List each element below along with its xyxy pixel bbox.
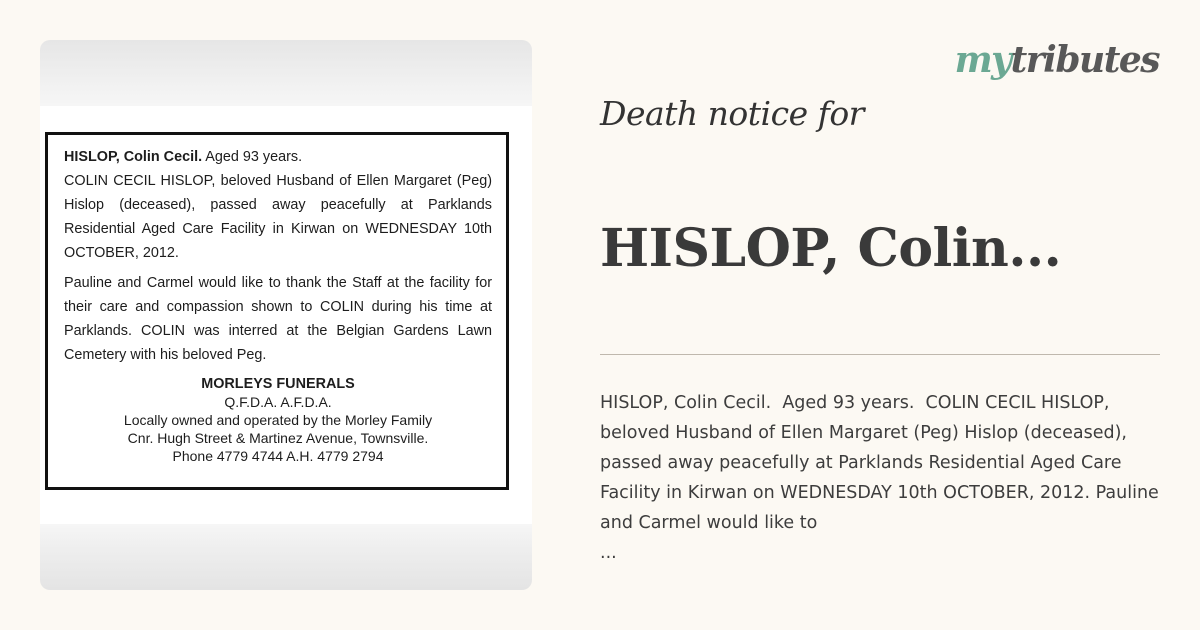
notice-name: HISLOP, Colin Cecil. — [64, 149, 203, 165]
mytributes-logo[interactable] — [955, 38, 1159, 82]
logo-part-tributes: tributes — [1010, 39, 1159, 81]
page-subtitle: Death notice for — [600, 94, 864, 133]
funeral-credentials: Q.F.D.A. A.F.D.A. — [224, 394, 332, 410]
notice-paragraph-1: COLIN CECIL HISLOP, beloved Husband of Ellen Margaret (Peg) Hislop (deceased), passed away peacefully at Parklands Residential Aged Care Facility in Kirwan on WEDNESDAY 10th OCTOBER, 2012. — [64, 173, 492, 261]
page-title: HISLOP, Colin... — [600, 218, 1062, 279]
divider — [600, 354, 1160, 355]
funeral-line-1: Locally owned and operated by the Morley Family — [123, 412, 433, 428]
notice-box — [45, 132, 509, 490]
notice-age: Aged 93 years. — [205, 149, 303, 165]
newspaper-clipping — [40, 106, 532, 524]
funeral-line-2: Cnr. Hugh Street & Martinez Avenue, Townsville. — [127, 430, 429, 446]
logo-part-my: my — [954, 39, 1011, 81]
notice-excerpt: HISLOP, Colin Cecil. Aged 93 years. COLIN CECIL HISLOP, beloved Husband of Ellen Margaret (Peg) Hislop (deceased), passed away peacefully at Parklands Residential Aged Care Facility in Kirwan on WEDNESDAY 10th OCTOBER, 2012. Pauline and Carmel would like to ... — [600, 393, 1159, 563]
funeral-line-3: Phone 4779 4744 A.H. 4779 2794 — [172, 448, 384, 464]
notice-heading — [64, 145, 492, 169]
funeral-director-block — [64, 375, 492, 465]
notice-image — [40, 40, 532, 590]
funeral-director-name: MORLEYS FUNERALS — [201, 376, 355, 392]
notice-paragraph-2: Pauline and Carmel would like to thank the Staff at the facility for their care and compassion shown to COLIN during his time at Parklands. COLIN was interred at the Belgian Gardens Lawn Cemetery with his beloved Peg. — [64, 275, 492, 363]
